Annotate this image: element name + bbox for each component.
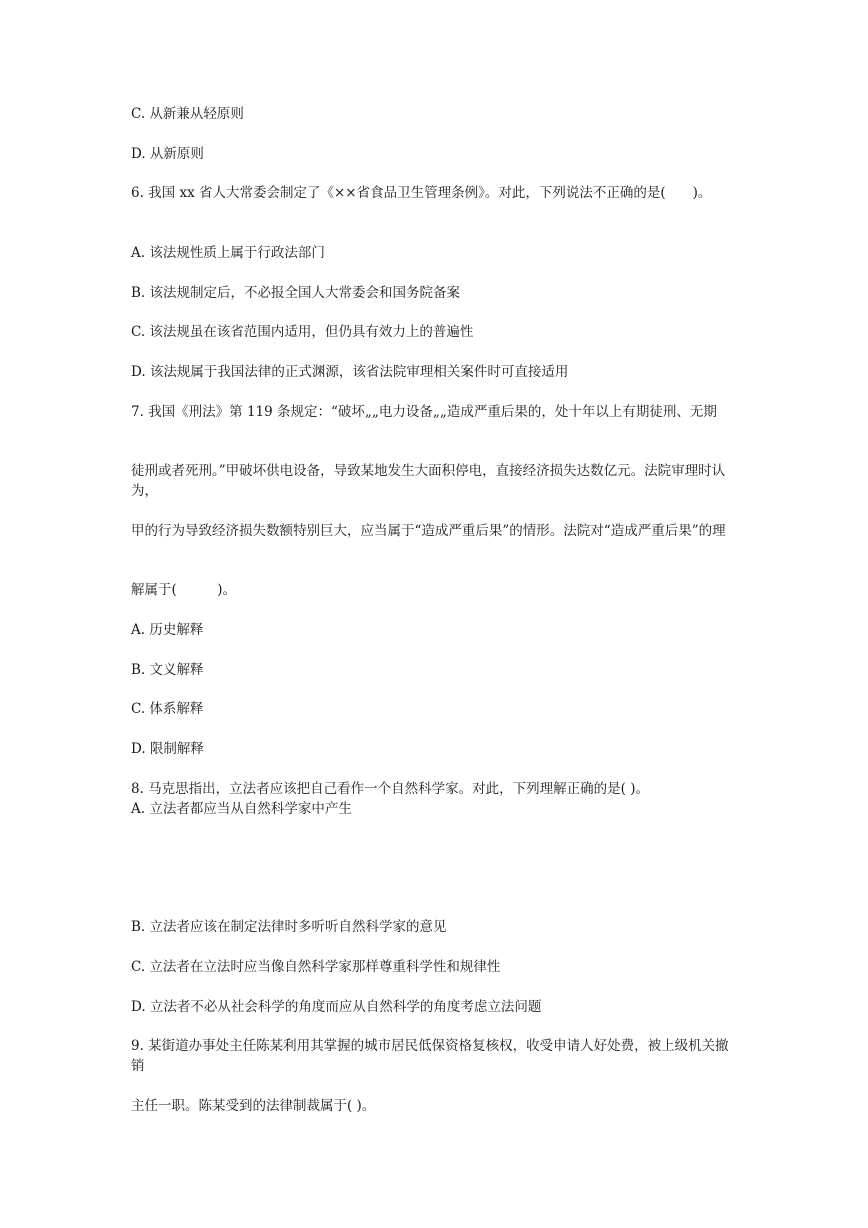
option-d-q6: D. 该法规属于我国法律的正式渊源，该省法院审理相关案件时可直接适用 bbox=[131, 364, 569, 380]
question-9-line-1: 9. 某街道办事处主任陈某利用其掌握的城市居民低保资格复核权，收受申请人好处费，被上级机关撤销 bbox=[131, 1038, 729, 1074]
option-b-q6: B. 该法规制定后，不必报全国人大常委会和国务院备案 bbox=[131, 285, 461, 301]
option-a-q8: A. 立法者都应当从自然科学家中产生 bbox=[131, 801, 352, 817]
option-d-q8: D. 立法者不必从社会科学的角度而应从自然科学的角度考虑立法问题 bbox=[131, 999, 542, 1015]
question-7-line-2: 徒刑或者死刑。”甲破坏供电设备，导致某地发生大面积停电，直接经济损失达数亿元。法院审理时认为， bbox=[131, 463, 726, 499]
question-7-line-4: 解属于( )。 bbox=[131, 582, 237, 598]
option-d-q7: D. 限制解释 bbox=[131, 741, 204, 757]
option-c-q5: C. 从新兼从轻原则 bbox=[131, 106, 244, 122]
option-a-q6: A. 该法规性质上属于行政法部门 bbox=[131, 245, 325, 261]
option-c-q6: C. 该法规虽在该省范围内适用，但仍具有效力上的普遍性 bbox=[131, 324, 474, 340]
question-8: 8. 马克思指出，立法者应该把自己看作一个自然科学家。对此，下列理解正确的是( )。 bbox=[131, 781, 649, 797]
question-7-line-3: 甲的行为导致经济损失数额特别巨大，应当属于“造成严重后果”的情形。法院对“造成严重后果”的理 bbox=[131, 523, 726, 539]
option-d-q5: D. 从新原则 bbox=[131, 146, 204, 162]
option-c-q7: C. 体系解释 bbox=[131, 701, 204, 717]
question-7-line-1: 7. 我国《刑法》第 119 条规定：“破坏„„电力设备„„造成严重后果的，处十年以上有期徒刑、无期 bbox=[131, 404, 717, 420]
question-9-line-2: 主任一职。陈某受到的法律制裁属于( )。 bbox=[131, 1098, 376, 1114]
question-6: 6. 我国 xx 省人大常委会制定了《××省食品卫生管理条例》。对此，下列说法不正确的是( )。 bbox=[131, 185, 712, 201]
option-b-q7: B. 文义解释 bbox=[131, 662, 204, 678]
option-c-q8: C. 立法者在立法时应当像自然科学家那样尊重科学性和规律性 bbox=[131, 959, 501, 975]
option-a-q7: A. 历史解释 bbox=[131, 622, 204, 638]
option-b-q8: B. 立法者应该在制定法律时多听听自然科学家的意见 bbox=[131, 919, 447, 935]
